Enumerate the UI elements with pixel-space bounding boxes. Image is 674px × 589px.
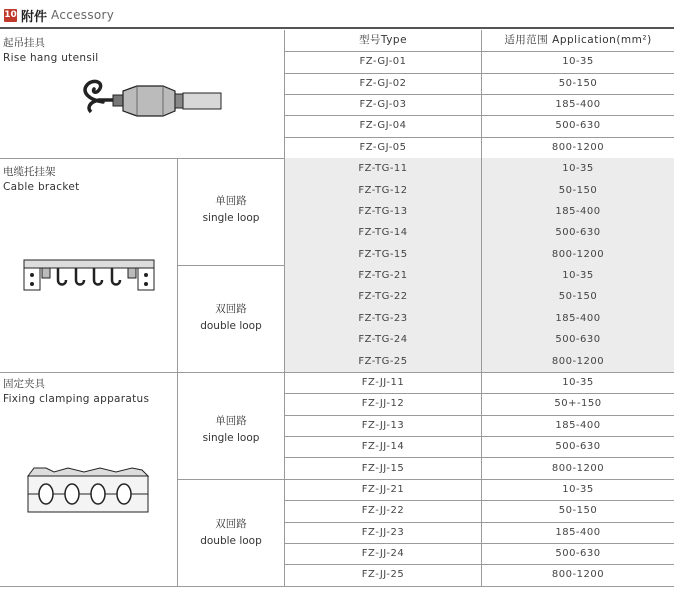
- cell-type: FZ-JJ-13: [285, 415, 482, 436]
- group-label-en: Fixing clamping apparatus: [3, 393, 150, 405]
- cell-application: 10-35: [562, 377, 594, 388]
- cell-application: 50+-150: [554, 398, 602, 410]
- table-row: [285, 329, 674, 351]
- table-row: [285, 351, 674, 373]
- subgroup-label-cn: 双回路: [215, 303, 247, 315]
- cell-type: FZ-JJ-21: [285, 479, 482, 500]
- cell-type: FZ-TG-25: [285, 351, 482, 372]
- cell-application: 185-400: [555, 312, 601, 324]
- cell-application: 500-630: [555, 120, 601, 132]
- table-row: [285, 51, 674, 73]
- cell-application: 185-400: [555, 99, 601, 111]
- section-number-badge: 10: [4, 10, 17, 20]
- table-row: [285, 286, 674, 308]
- table-row: [285, 415, 674, 437]
- group-label-en: Rise hang utensil: [3, 52, 99, 64]
- group-label-cn: 电缆托挂架: [3, 166, 56, 178]
- table-row: [285, 479, 674, 501]
- table-row: [285, 201, 674, 223]
- cell-type: FZ-GJ-02: [285, 73, 482, 94]
- table-row: [285, 94, 674, 116]
- table-row: [285, 158, 674, 180]
- subgroup-single-clamp: [178, 413, 284, 447]
- group-label-cn: 起吊挂具: [3, 37, 45, 49]
- cell-application: 50-150: [558, 505, 598, 517]
- hook-illustration: [75, 78, 225, 123]
- cell-type: FZ-GJ-04: [285, 115, 482, 136]
- cell-type: FZ-TG-12: [285, 180, 482, 201]
- cell-application: 185-400: [555, 205, 601, 217]
- cell-type: FZ-TG-21: [285, 265, 482, 286]
- subgroup-label-en: single loop: [202, 432, 260, 444]
- cell-type: FZ-JJ-12: [285, 393, 482, 414]
- cell-application: 50-150: [558, 291, 598, 303]
- cell-type: FZ-JJ-23: [285, 522, 482, 543]
- cell-application: 10-35: [562, 163, 594, 175]
- title-chinese: 附件: [21, 9, 48, 25]
- subgroup-label-en: double loop: [200, 535, 262, 547]
- section-title: [4, 4, 114, 26]
- group-separator-1: [0, 158, 285, 159]
- table-row: [285, 222, 674, 244]
- cell-application: 800-1200: [551, 248, 605, 260]
- cell-type: FZ-TG-22: [285, 286, 482, 307]
- cell-type: FZ-TG-24: [285, 329, 482, 350]
- table-row: [285, 372, 674, 394]
- cell-application: 800-1200: [551, 141, 605, 153]
- group-cable-bracket: [3, 165, 80, 195]
- cell-type: FZ-TG-11: [285, 158, 482, 179]
- header-application: 适用范围 Application(mm²): [504, 34, 652, 46]
- subgroup-double-bracket: [178, 301, 284, 335]
- cell-type: FZ-TG-13: [285, 201, 482, 222]
- table-row: [285, 500, 674, 522]
- subgroup-label-cn: 单回路: [215, 195, 247, 207]
- cell-type: FZ-TG-14: [285, 222, 482, 243]
- table-row: [285, 543, 674, 565]
- table-row: [285, 265, 674, 287]
- subgroup-label-en: single loop: [202, 212, 260, 224]
- subgroup-single-bracket: [178, 193, 284, 227]
- table-row: [285, 564, 674, 586]
- cell-type: FZ-JJ-15: [285, 458, 482, 479]
- cell-type: FZ-GJ-03: [285, 94, 482, 115]
- cell-application: 185-400: [555, 526, 601, 538]
- table-header: [285, 30, 674, 52]
- table-row: [285, 522, 674, 544]
- group-label-en: Cable bracket: [3, 181, 80, 193]
- subgroup-label-cn: 单回路: [215, 415, 247, 427]
- group-rise-hang: [3, 36, 99, 66]
- group-label-cn: 固定夹具: [3, 378, 45, 390]
- table-row: [285, 244, 674, 266]
- table-row: [285, 115, 674, 137]
- subgroup-label-cn: 双回路: [215, 518, 247, 530]
- header-type: 型号Type: [285, 30, 482, 51]
- subgroup-separator-2: [177, 479, 285, 480]
- cell-application: 800-1200: [551, 462, 605, 474]
- cell-type: FZ-TG-15: [285, 244, 482, 265]
- title-divider: [0, 27, 674, 29]
- cell-type: FZ-JJ-25: [285, 564, 482, 585]
- group-fixing-clamp: [3, 377, 149, 407]
- subgroup-double-clamp: [178, 516, 284, 550]
- cell-application: 500-630: [555, 334, 601, 346]
- fixing-clamp-illustration: [24, 462, 152, 518]
- cell-application: 10-35: [562, 483, 594, 495]
- cell-type: FZ-TG-23: [285, 308, 482, 329]
- title-english: Accessory: [51, 8, 115, 22]
- cell-type: FZ-JJ-14: [285, 436, 482, 457]
- table-row: [285, 436, 674, 458]
- cell-application: 10-35: [562, 56, 594, 68]
- table-row: [285, 393, 674, 415]
- group-separator-2: [0, 372, 285, 373]
- cell-application: 50-150: [558, 184, 598, 196]
- cell-type: FZ-GJ-01: [285, 51, 482, 72]
- subgroup-label-en: double loop: [200, 320, 262, 332]
- cell-application: 185-400: [555, 419, 601, 431]
- cell-application: 50-150: [558, 77, 598, 89]
- cell-type: FZ-GJ-05: [285, 137, 482, 158]
- table-row: [285, 458, 674, 480]
- cell-application: 10-35: [562, 270, 594, 282]
- cell-application: 500-630: [555, 441, 601, 453]
- table-row: [285, 137, 674, 159]
- table-row: [285, 308, 674, 330]
- subgroup-separator-1: [177, 265, 285, 266]
- cell-application: 800-1200: [551, 569, 605, 581]
- cell-application: 800-1200: [551, 355, 605, 367]
- cell-type: FZ-JJ-24: [285, 543, 482, 564]
- cell-type: FZ-JJ-22: [285, 500, 482, 521]
- table-row: [285, 180, 674, 202]
- table-row: [285, 73, 674, 95]
- cell-application: 500-630: [555, 548, 601, 560]
- cell-type: FZ-JJ-11: [285, 372, 482, 393]
- cell-application: 500-630: [555, 227, 601, 239]
- cable-bracket-illustration: [22, 258, 157, 298]
